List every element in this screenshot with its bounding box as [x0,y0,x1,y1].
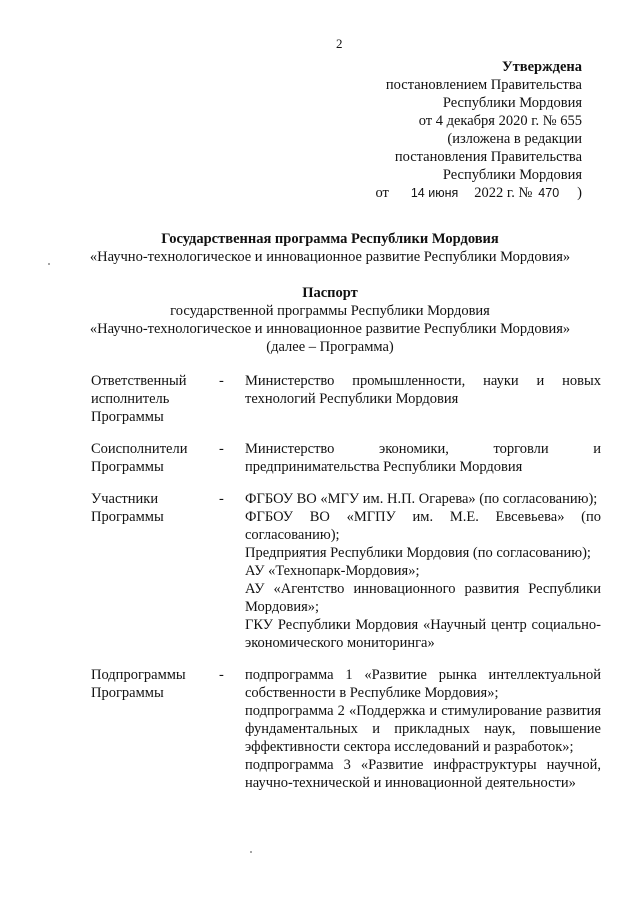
approval-line: от 4 декабря 2020 г. № 655 [418,113,582,129]
row-value-item: подпрограмма 2 «Поддержка и стимулирование развития фундаментальных и прикладных наук, повышение эффективности сектора исследований и разработок»; [245,703,601,755]
approval-date-line [282,184,582,202]
row-value [245,372,601,426]
program-title-main: Государственная программа Республики Мордовия [161,231,499,247]
row-label: Ответственный исполнитель Программы [91,373,187,425]
row-dash: - [219,491,224,507]
row-value [245,666,601,792]
row-value-item: АУ «Агентство инновационного развития Республики Мордовия»; [245,581,601,615]
row-value-item: Предприятия Республики Мордовия (по согласованию); [245,545,591,561]
passport-line: (далее – Программа) [266,339,394,355]
passport-row [91,372,601,426]
scan-speck [48,263,50,265]
row-value-item: подпрограмма 1 «Развитие рынка интеллектуальной собственности в Республике Мордовия»; [245,667,601,701]
approval-heading: Утверждена [502,59,582,75]
date-day-month: 14 июня [410,186,459,200]
program-title [60,230,600,266]
row-value [245,440,601,476]
page-number: 2 [336,36,343,51]
row-value-item: подпрограмма 3 «Развитие инфраструктуры научной, научно-технической и инновационной деятельности» [245,757,601,791]
passport-line: государственной программы Республики Мордовия [170,303,490,319]
row-label: Подпрограммы Программы [91,667,186,701]
approval-line: Республики Мордовия [442,167,582,183]
approval-line: постановления Правительства [394,149,582,165]
approval-line: (изложена в редакции [447,131,582,147]
date-suffix: ) [577,185,582,201]
passport-line: «Научно-технологическое и инновационное развитие Республики Мордовия» [89,321,571,337]
approval-stamp [282,58,582,202]
scan-speck [250,851,252,853]
row-value-item: Министерство промышленности, науки и новых технологий Республики Мордовия [245,373,601,407]
passport-row [91,440,601,476]
passport-row [91,666,601,792]
passport-header [60,284,600,356]
row-value-item: АУ «Технопарк-Мордовия»; [245,563,420,579]
row-label: Соисполнители Программы [91,441,188,475]
row-value-item: Министерство экономики, торговли и предпринимательства Республики Мордовия [245,441,601,475]
row-dash: - [219,441,224,457]
row-label: Участники Программы [91,491,164,525]
approval-line: Республики Мордовия [442,95,582,111]
passport-table [91,372,601,806]
row-dash: - [219,667,224,683]
program-title-sub: «Научно-технологическое и инновационное развитие Республики Мордовия» [89,249,571,265]
row-value-item: ГКУ Республики Мордовия «Научный центр социально-экономического мониторинга» [245,617,601,651]
passport-heading: Паспорт [302,285,358,301]
row-value-item: ФГБОУ ВО «МГПУ им. М.Е. Евсевьева» (по согласованию); [245,509,601,543]
passport-row [91,490,601,652]
row-value [245,490,601,652]
date-prefix: от [375,185,389,201]
row-value-item: ФГБОУ ВО «МГУ им. Н.П. Огарева» (по согласованию); [245,491,598,507]
date-year: 2022 г. № [474,185,533,201]
row-dash: - [219,373,224,389]
approval-line: постановлением Правительства [385,77,582,93]
date-number: 470 [538,186,560,200]
